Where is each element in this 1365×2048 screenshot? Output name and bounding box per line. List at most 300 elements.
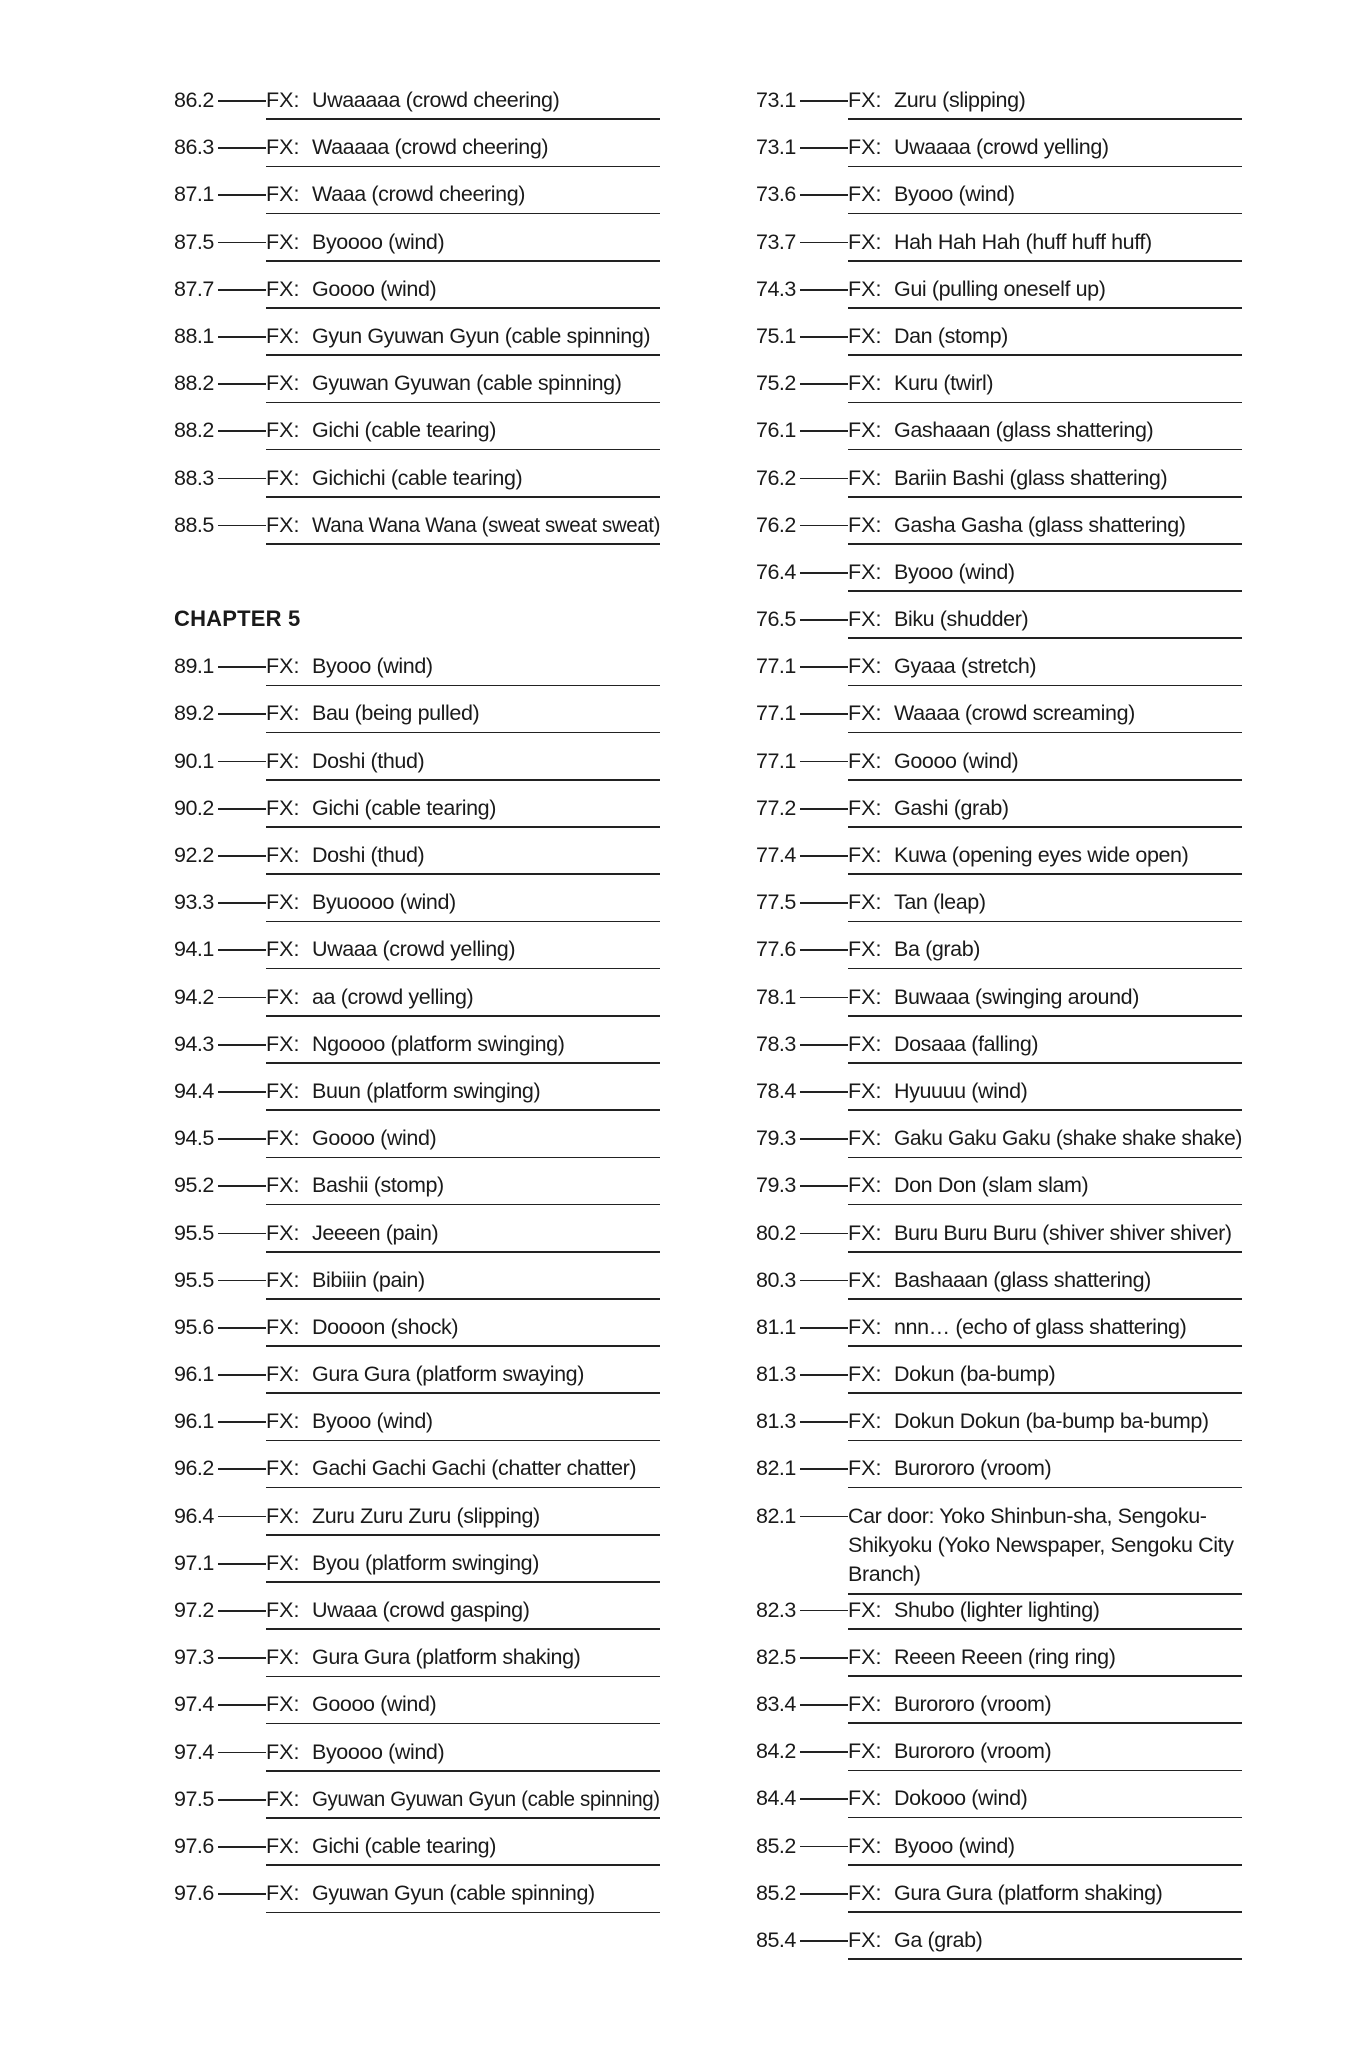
page-panel-number: 73.1	[756, 88, 796, 112]
sfx-entry	[756, 1502, 1365, 1596]
sfx-body	[848, 605, 1242, 637]
sfx-entry	[756, 1030, 1365, 1077]
leader-line	[800, 242, 848, 244]
leader-line	[218, 478, 266, 480]
sfx-translation: Gyuwan Gyun (cable spinning)	[312, 1881, 595, 1906]
sfx-entry	[174, 1077, 794, 1124]
leader-line	[800, 1044, 848, 1046]
sfx-body	[266, 511, 660, 543]
page-panel-number: 97.6	[174, 1833, 214, 1858]
sfx-translation: Gura Gura (platform swaying)	[312, 1362, 584, 1387]
fx-label: FX:	[848, 276, 882, 301]
sfx-entry	[174, 935, 794, 982]
sfx-body	[848, 1407, 1242, 1439]
fx-label: FX:	[266, 1739, 300, 1764]
leader-line	[218, 713, 266, 715]
sfx-entry	[756, 605, 1365, 652]
left-entries-top	[174, 86, 794, 558]
sfx-body	[266, 1219, 660, 1251]
fx-label: FX:	[848, 229, 882, 254]
page-panel-number: 85.2	[756, 1880, 796, 1905]
page-panel-number: 88.1	[174, 323, 214, 348]
sfx-body	[848, 1030, 1242, 1062]
sfx-entry	[756, 1926, 1365, 1973]
page-panel-number: 84.4	[756, 1786, 796, 1811]
sfx-translation: Byooo (wind)	[894, 182, 1015, 207]
page-panel-number: 77.1	[756, 654, 796, 679]
sfx-translation: Byuoooo (wind)	[312, 890, 456, 915]
sfx-body	[266, 1171, 660, 1203]
fx-label: FX:	[266, 1314, 300, 1339]
sfx-translation: Buru Buru Buru (shiver shiver shiver)	[894, 1220, 1232, 1245]
page-panel-number: 78.1	[756, 984, 796, 1009]
page-panel-number: 97.1	[174, 1550, 214, 1575]
fx-label: FX:	[848, 1314, 882, 1339]
sfx-body	[266, 794, 660, 826]
sfx-translation: Bariin Bashi (glass shattering)	[894, 465, 1168, 490]
sfx-body	[266, 935, 660, 967]
page-panel-number: 77.1	[756, 701, 796, 726]
page-panel-number: 88.2	[174, 371, 214, 396]
sfx-translation: Byooo (wind)	[312, 654, 433, 679]
sfx-translation: Gachi Gachi Gachi (chatter chatter)	[312, 1456, 637, 1481]
fx-label: FX:	[266, 323, 300, 348]
sfx-body	[266, 1738, 660, 1770]
fx-label: FX:	[848, 1078, 882, 1103]
sfx-translation: Goooo (wind)	[312, 1126, 437, 1151]
leader-line	[218, 1138, 266, 1140]
page-panel-number: 90.1	[174, 748, 214, 773]
leader-line	[800, 430, 848, 432]
leader-line	[800, 336, 848, 338]
sfx-entry	[174, 1643, 794, 1690]
leader-line	[800, 902, 848, 904]
sfx-translation: Gura Gura (platform shaking)	[312, 1645, 581, 1670]
sfx-entry	[756, 86, 1365, 133]
sfx-body	[848, 1313, 1242, 1345]
leader-line	[800, 1280, 848, 1282]
sfx-entry	[756, 1266, 1365, 1313]
leader-line	[218, 761, 266, 763]
page-panel-number: 86.2	[174, 88, 214, 112]
page-panel-number: 77.4	[756, 843, 796, 867]
sfx-translation: Doshi (thud)	[312, 748, 425, 773]
sfx-translation: Hyuuuu (wind)	[894, 1078, 1028, 1103]
sfx-translation: Uwaaa (crowd gasping)	[312, 1598, 530, 1622]
fx-label: FX:	[266, 984, 300, 1009]
sfx-body	[848, 1219, 1242, 1251]
page-panel-number: 73.1	[756, 135, 796, 160]
sfx-body	[848, 369, 1242, 401]
sfx-entry	[174, 322, 794, 369]
sfx-translation: Ga (grab)	[894, 1927, 983, 1952]
left-column	[174, 86, 794, 1926]
sfx-translation: Zuru Zuru Zuru (slipping)	[312, 1503, 540, 1528]
sfx-body	[266, 322, 660, 354]
sfx-body	[848, 1266, 1242, 1298]
sfx-entry	[756, 1407, 1365, 1454]
sfx-entry	[756, 1832, 1365, 1879]
sfx-entry	[756, 1124, 1365, 1171]
leader-line	[800, 1233, 848, 1235]
fx-label: FX:	[266, 229, 300, 254]
leader-line	[800, 1138, 848, 1140]
fx-label: FX:	[266, 1786, 300, 1811]
page-panel-number: 87.7	[174, 276, 214, 301]
sfx-body	[848, 1502, 1242, 1593]
leader-line	[218, 383, 266, 385]
fx-label: FX:	[266, 937, 300, 962]
sfx-translation: aa (crowd yelling)	[312, 984, 474, 1009]
fx-label: FX:	[848, 843, 882, 867]
sfx-body	[848, 180, 1242, 212]
chapter-heading: CHAPTER 5	[174, 606, 301, 632]
sfx-entry	[174, 652, 794, 699]
leader-line	[218, 525, 266, 527]
leader-line	[800, 761, 848, 763]
page-panel-number: 82.3	[756, 1597, 796, 1622]
page-panel-number: 92.2	[174, 843, 214, 867]
fx-label: FX:	[266, 1031, 300, 1056]
leader-line	[218, 1091, 266, 1093]
sfx-translation: Zuru (slipping)	[894, 88, 1026, 112]
sfx-translation: Bibiiin (pain)	[312, 1267, 425, 1292]
leader-line	[218, 1374, 266, 1376]
page-panel-number: 94.2	[174, 984, 214, 1009]
sfx-translation: Dokooo (wind)	[894, 1786, 1028, 1811]
leader-line	[218, 1893, 266, 1895]
sfx-entry	[756, 1879, 1365, 1926]
leader-line	[218, 100, 266, 102]
leader-line	[218, 1280, 266, 1282]
leader-line	[800, 619, 848, 621]
sfx-body	[848, 464, 1242, 496]
sfx-entry	[756, 558, 1365, 605]
sfx-body	[266, 1407, 660, 1439]
leader-line	[800, 1751, 848, 1753]
fx-label: FX:	[266, 1456, 300, 1481]
sfx-body	[848, 322, 1242, 354]
sfx-translation: Reeen Reeen (ring ring)	[894, 1644, 1116, 1669]
leader-line	[218, 902, 266, 904]
sfx-body	[848, 1360, 1242, 1392]
sfx-body	[848, 1454, 1242, 1486]
page-panel-number: 95.5	[174, 1220, 214, 1245]
fx-label: FX:	[266, 1881, 300, 1906]
sfx-entry	[174, 511, 794, 558]
sfx-entry	[756, 1643, 1365, 1690]
sfx-translation: Uwaaaaa (crowd cheering)	[312, 88, 560, 112]
page-panel-number: 81.1	[756, 1314, 796, 1339]
sfx-translation: Biku (shudder)	[894, 607, 1029, 632]
sfx-body	[266, 1077, 660, 1109]
sfx-translation: Burororo (vroom)	[894, 1456, 1052, 1481]
fx-label: FX:	[266, 795, 300, 820]
page-panel-number: 97.2	[174, 1598, 214, 1622]
page-panel-number: 78.4	[756, 1078, 796, 1103]
fx-label: FX:	[266, 276, 300, 301]
sfx-translation: Tan (leap)	[894, 890, 986, 915]
page-panel-number: 89.2	[174, 701, 214, 726]
fx-label: FX:	[266, 465, 300, 490]
sfx-body	[266, 1124, 660, 1156]
page-panel-number: 88.5	[174, 512, 214, 537]
fx-label: FX:	[266, 1645, 300, 1670]
sfx-body	[266, 86, 660, 118]
sfx-entry	[756, 794, 1365, 841]
note-text: Car door: Yoko Shinbun-sha, Sengoku-Shikyoku (Yoko Newspaper, Sengoku City Branch)	[848, 1503, 1234, 1586]
sfx-entry	[756, 228, 1365, 275]
fx-label: FX:	[848, 1126, 882, 1151]
fx-label: FX:	[266, 654, 300, 679]
sfx-entry	[756, 133, 1365, 180]
leader-line	[800, 949, 848, 951]
fx-label: FX:	[848, 1173, 882, 1198]
right-column	[756, 86, 1365, 1973]
sfx-entry	[756, 1596, 1365, 1643]
page-panel-number: 95.2	[174, 1173, 214, 1198]
sfx-body	[848, 1784, 1242, 1816]
sfx-entry	[174, 228, 794, 275]
fx-label: FX:	[266, 135, 300, 160]
page-panel-number: 87.1	[174, 182, 214, 207]
page-panel-number: 73.6	[756, 182, 796, 207]
sfx-body	[848, 1926, 1242, 1958]
sfx-body	[266, 133, 660, 165]
page-panel-number: 76.2	[756, 465, 796, 490]
sfx-translation: Doshi (thud)	[312, 843, 425, 867]
sfx-entry	[756, 699, 1365, 746]
page-panel-number: 93.3	[174, 890, 214, 915]
sfx-translation: Gui (pulling oneself up)	[894, 276, 1106, 301]
sfx-translation: Gyun Gyuwan Gyun (cable spinning)	[312, 323, 651, 348]
leader-line	[218, 1233, 266, 1235]
page-panel-number: 96.4	[174, 1503, 214, 1528]
page-panel-number: 82.5	[756, 1644, 796, 1669]
fx-label: FX:	[266, 371, 300, 396]
leader-line	[218, 666, 266, 668]
sfx-translation: Bashii (stomp)	[312, 1173, 444, 1198]
fx-label: FX:	[266, 890, 300, 915]
sfx-translation: Gura Gura (platform shaking)	[894, 1880, 1163, 1905]
sfx-translation: Dokun (ba-bump)	[894, 1362, 1056, 1387]
sfx-translation: Don Don (slam slam)	[894, 1173, 1089, 1198]
page-panel-number: 74.3	[756, 276, 796, 301]
leader-line	[218, 430, 266, 432]
page-panel-number: 97.4	[174, 1692, 214, 1717]
sfx-entry	[174, 180, 794, 227]
leader-line	[800, 147, 848, 149]
sfx-translation: Dosaaa (falling)	[894, 1031, 1039, 1056]
page-panel-number: 90.2	[174, 795, 214, 820]
fx-label: FX:	[848, 890, 882, 915]
leader-line	[800, 1468, 848, 1470]
leader-line	[800, 383, 848, 385]
fx-label: FX:	[848, 748, 882, 773]
sfx-translation: Ngoooo (platform swinging)	[312, 1031, 565, 1056]
sfx-translation: Goooo (wind)	[312, 276, 437, 301]
sfx-body	[848, 794, 1242, 826]
sfx-translation: Wana Wana Wana (sweat sweat sweat)	[312, 512, 661, 537]
leader-line	[218, 242, 266, 244]
sfx-entry	[756, 652, 1365, 699]
sfx-entry	[756, 322, 1365, 369]
sfx-body	[848, 1077, 1242, 1109]
sfx-entry	[756, 275, 1365, 322]
fx-label: FX:	[848, 1220, 882, 1245]
sfx-entry	[756, 464, 1365, 511]
page-panel-number: 94.3	[174, 1031, 214, 1056]
sfx-translation: Goooo (wind)	[894, 748, 1019, 773]
sfx-body	[848, 86, 1242, 118]
sfx-entry	[174, 1124, 794, 1171]
fx-label: FX:	[848, 1692, 882, 1716]
sfx-entry	[174, 464, 794, 511]
sfx-entry	[174, 86, 794, 133]
sfx-translation: Byou (platform swinging)	[312, 1550, 539, 1575]
leader-line	[218, 855, 266, 857]
sfx-entry	[174, 1738, 794, 1785]
leader-line	[218, 1327, 266, 1329]
sfx-translation: Gashi (grab)	[894, 795, 1009, 820]
fx-label: FX:	[848, 182, 882, 207]
sfx-body	[266, 1643, 660, 1675]
fx-label: FX:	[266, 701, 300, 726]
sfx-translation: Jeeeen (pain)	[312, 1220, 439, 1245]
sfx-translation: Dan (stomp)	[894, 323, 1008, 348]
sfx-entry	[174, 1690, 794, 1737]
sfx-entry	[756, 1360, 1365, 1407]
sfx-entry	[756, 841, 1365, 888]
fx-label: FX:	[266, 843, 300, 867]
sfx-translation: Byoooo (wind)	[312, 1739, 445, 1764]
leader-line	[218, 1610, 266, 1612]
sfx-body	[266, 1832, 660, 1864]
leader-line	[218, 336, 266, 338]
sfx-translation: Burororo (vroom)	[894, 1739, 1052, 1764]
fx-label: FX:	[266, 1598, 300, 1622]
fx-label: FX:	[848, 1644, 882, 1669]
sfx-body	[266, 464, 660, 496]
sfx-translation: Gashaaan (glass shattering)	[894, 418, 1154, 443]
sfx-body	[848, 1832, 1242, 1864]
sfx-translation: Doooon (shock)	[312, 1314, 459, 1339]
sfx-translation: Hah Hah Hah (huff huff huff)	[894, 229, 1152, 254]
fx-label: FX:	[266, 1550, 300, 1575]
sfx-body	[266, 1360, 660, 1392]
page-panel-number: 88.2	[174, 418, 214, 443]
leader-line	[800, 1846, 848, 1848]
sfx-entry	[756, 747, 1365, 794]
leader-line	[218, 1421, 266, 1423]
fx-label: FX:	[848, 88, 882, 112]
fx-label: FX:	[266, 1362, 300, 1387]
leader-line	[800, 572, 848, 574]
fx-label: FX:	[848, 418, 882, 443]
sfx-translation: Buun (platform swinging)	[312, 1078, 541, 1103]
sfx-translation: Ba (grab)	[894, 937, 981, 962]
page-panel-number: 97.5	[174, 1786, 214, 1811]
sfx-body	[848, 558, 1242, 590]
sfx-body	[848, 652, 1242, 684]
page-panel-number: 77.1	[756, 748, 796, 773]
sfx-body	[266, 888, 660, 920]
sfx-translation: Gichi (cable tearing)	[312, 418, 496, 443]
right-entries	[756, 86, 1365, 1973]
leader-line	[800, 1610, 848, 1612]
sfx-body	[848, 275, 1242, 307]
leader-line	[218, 997, 266, 999]
fx-label: FX:	[848, 1927, 882, 1952]
page-panel-number: 76.4	[756, 559, 796, 584]
leader-line	[800, 525, 848, 527]
page-panel-number: 86.3	[174, 135, 214, 160]
sfx-body	[266, 652, 660, 684]
sfx-translation: Gyaaa (stretch)	[894, 654, 1037, 679]
leader-line	[218, 1563, 266, 1565]
sfx-translation: nnn… (echo of glass shattering)	[894, 1314, 1187, 1339]
page-panel-number: 80.3	[756, 1267, 796, 1292]
sfx-translation: Kuwa (opening eyes wide open)	[894, 843, 1189, 867]
page-panel-number: 96.1	[174, 1409, 214, 1434]
sfx-entry	[174, 1266, 794, 1313]
sfx-entry	[174, 275, 794, 322]
leader-line	[800, 1893, 848, 1895]
page-panel-number: 75.1	[756, 323, 796, 348]
fx-label: FX:	[848, 1833, 882, 1858]
spacer	[174, 558, 794, 605]
sfx-entry	[174, 841, 794, 888]
fx-label: FX:	[848, 1880, 882, 1905]
fx-label: FX:	[266, 418, 300, 443]
sfx-entry	[756, 935, 1365, 982]
sfx-translation: Dokun Dokun (ba-bump ba-bump)	[894, 1409, 1209, 1434]
sfx-body	[266, 369, 660, 401]
page-panel-number: 77.2	[756, 795, 796, 820]
page-panel-number: 96.2	[174, 1456, 214, 1481]
sfx-body	[848, 888, 1242, 920]
page-panel-number: 73.7	[756, 229, 796, 254]
sfx-body	[848, 1124, 1242, 1156]
page-panel-number: 94.4	[174, 1078, 214, 1103]
sfx-entry	[756, 416, 1365, 463]
sfx-body	[266, 983, 660, 1015]
fx-label: FX:	[848, 654, 882, 679]
leader-line	[800, 1704, 848, 1706]
fx-label: FX:	[848, 1031, 882, 1056]
leader-line	[218, 147, 266, 149]
leader-line	[800, 1516, 848, 1518]
sfx-body	[848, 841, 1242, 873]
leader-line	[800, 1185, 848, 1187]
leader-line	[218, 1704, 266, 1706]
leader-line	[218, 1752, 266, 1754]
sfx-translation: Burororo (vroom)	[894, 1692, 1052, 1716]
sfx-entry	[756, 511, 1365, 558]
sfx-body	[848, 1596, 1242, 1628]
fx-label: FX:	[266, 1078, 300, 1103]
leader-line	[800, 1940, 848, 1942]
page-panel-number: 95.5	[174, 1267, 214, 1292]
page-panel-number: 77.5	[756, 890, 796, 915]
leader-line	[800, 997, 848, 999]
fx-label: FX:	[266, 748, 300, 773]
sfx-body	[848, 1171, 1242, 1203]
fx-label: FX:	[848, 559, 882, 584]
sfx-entry	[174, 1407, 794, 1454]
sfx-translation: Gichi (cable tearing)	[312, 795, 496, 820]
sfx-body	[266, 1785, 660, 1817]
